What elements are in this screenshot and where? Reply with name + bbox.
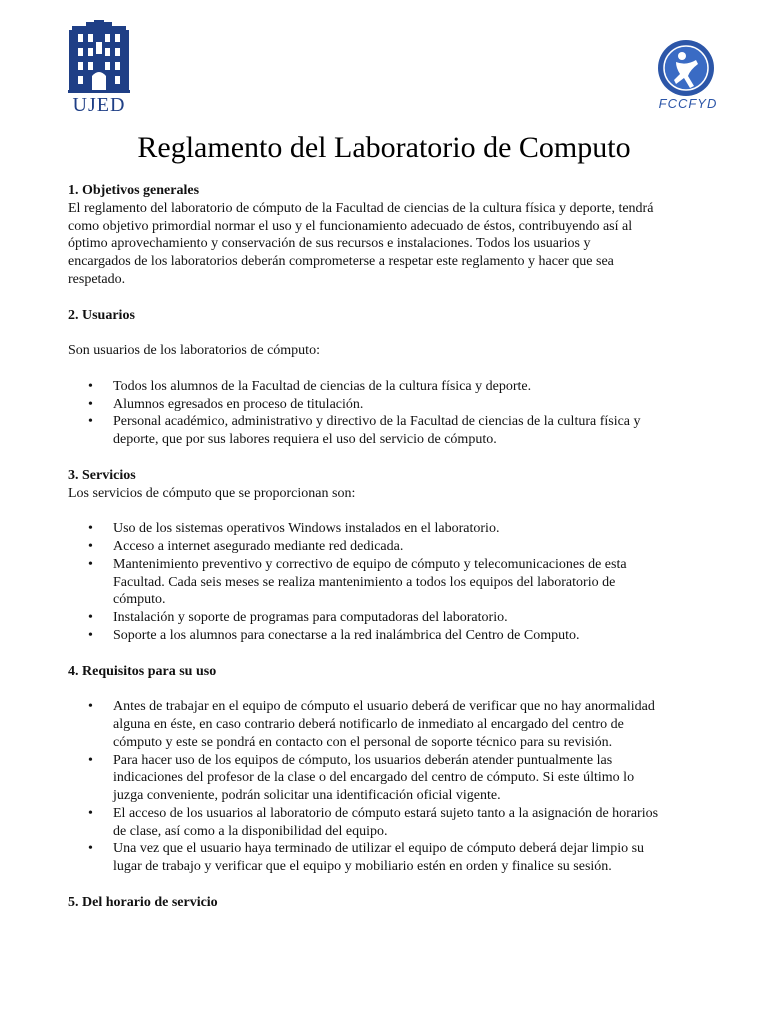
list-item: • Mantenimiento preventivo y correctivo de equipo de cómputo y telecomunicaciones de esta Facultad. Cada seis meses se realiza mantenimiento a todos los equipos del laboratorio de cómputo. [68, 556, 704, 609]
text-line: respetado. [68, 271, 126, 287]
paragraph: Son usuarios de los laboratorios de cómputo: [68, 343, 320, 359]
section-heading: 2. Usuarios [68, 307, 135, 323]
section-requisitos [68, 663, 704, 877]
list-item: • Una vez que el usuario haya terminado de utilizar el equipo de cómputo deberá dejar limpio su lugar de trabajo y verificar que el equipo y mobiliario estén en orden y finalice su sesión. [68, 840, 704, 876]
document-body [68, 182, 704, 912]
bullet-list [68, 378, 704, 449]
list-item: • Acceso a internet asegurado mediante red dedicada. [68, 538, 704, 556]
list-item: • Para hacer uso de los equipos de cómputo, los usuarios deberán atender puntualmente las indicaciones del profesor de la clase o del encargado del centro de cómputo. Si este último lo juzga conveniente, podrán solicitar una identificación oficial vigente. [68, 752, 704, 805]
section-heading: 4. Requisitos para su uso [68, 663, 217, 679]
list-item: • Uso de los sistemas operativos Windows instalados en el laboratorio. [68, 520, 704, 538]
section-heading: 3. Servicios [68, 467, 136, 483]
ujed-logo-text: UJED [72, 94, 126, 116]
paragraph [68, 200, 704, 289]
page-title: Reglamento del Laboratorio de Computo [137, 131, 631, 164]
section-heading: 1. Objetivos generales [68, 183, 200, 198]
text-line: como objetivo primordial normar el uso y el funcionamiento adecuado de éstos, contribuyendo así al [68, 218, 633, 234]
fccfyd-emblem-icon [646, 38, 730, 100]
list-item: • Instalación y soporte de programas para computadoras del laboratorio. [68, 609, 704, 627]
section-servicios [68, 467, 704, 645]
section-heading: 5. Del horario de servicio [68, 894, 218, 910]
text-line: encargados de los laboratorios deberán comprometerse a respetar este reglamento y hacer que sea [68, 254, 614, 270]
section-objetivos [68, 182, 704, 289]
fccfyd-logo-text: FCCFYD [658, 96, 718, 111]
text-line: El reglamento del laboratorio de cómputo de la Facultad de ciencias de la cultura física y deporte, tendrá [68, 200, 654, 216]
section-horario [68, 894, 704, 912]
paragraph: Los servicios de cómputo que se proporcionan son: [68, 485, 356, 501]
list-item: • Todos los alumnos de la Facultad de ciencias de la cultura física y deporte. [68, 378, 704, 396]
bullet-list [68, 698, 704, 876]
text-line: óptimo aprovechamiento y conservación de sus recursos e instalaciones. Todos los usuarios y [68, 236, 591, 252]
list-item: • Personal académico, administrativo y directivo de la Facultad de ciencias de la cultura física y deporte, que por sus labores requiera el uso del servicio de cómputo. [68, 413, 704, 449]
bullet-list [68, 520, 704, 645]
list-item: • El acceso de los usuarios al laboratorio de cómputo estará sujeto tanto a la asignación de horarios de clase, así como a la disponibilidad del equipo. [68, 805, 704, 841]
list-item: • Soporte a los alumnos para conectarse a la red inalámbrica del Centro de Computo. [68, 627, 704, 645]
list-item: • Alumnos egresados en proceso de titulación. [68, 396, 704, 414]
fccfyd-logo [646, 38, 730, 114]
section-usuarios [68, 307, 704, 449]
ujed-logo [66, 20, 132, 116]
list-item: • Antes de trabajar en el equipo de cómputo el usuario deberá de verificar que no hay anormalidad alguna en éste, en caso contrario deberá notificarlo de inmediato al encargado del centro de cómputo y este se pondrá en contacto con el personal de soporte técnico para su revisión. [68, 698, 704, 751]
